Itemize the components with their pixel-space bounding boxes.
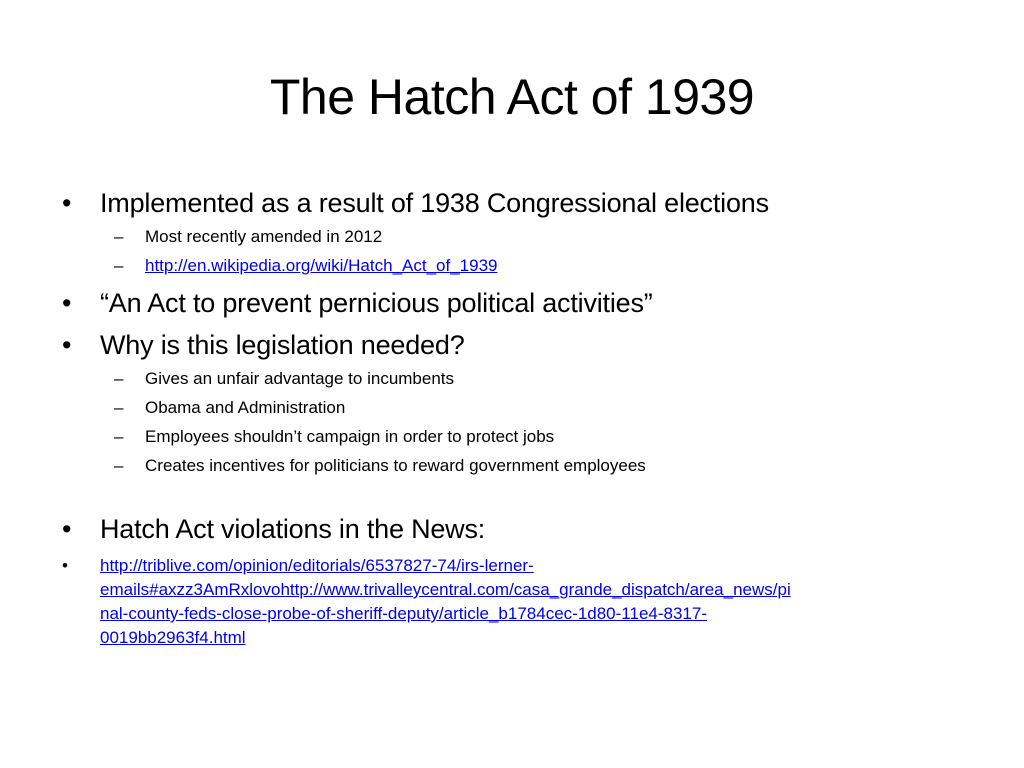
dash-icon: –: [114, 427, 124, 446]
slide-content: [62, 178, 972, 650]
bullet-act-quote: [62, 286, 972, 320]
bullet-text: Why is this legislation needed?: [100, 330, 465, 360]
bullet-text: “An Act to prevent pernicious political activities”: [100, 288, 653, 318]
news-link-item: [62, 554, 972, 650]
bullet-text: Hatch Act violations in the News:: [100, 514, 486, 544]
news-link-line-4[interactable]: 0019bb2963f4.html: [100, 628, 246, 647]
subpoint-text: Employees shouldn’t campaign in order to protect jobs: [145, 427, 555, 446]
slide-title: The Hatch Act of 1939: [269, 69, 755, 125]
dash-icon: –: [114, 456, 124, 475]
bullet-icon: •: [62, 556, 68, 575]
bullet-implemented: [62, 186, 972, 220]
bullet-icon: •: [62, 288, 72, 318]
news-link[interactable]: [100, 554, 972, 650]
bullet-icon: •: [62, 330, 72, 360]
bullet-icon: •: [62, 188, 72, 218]
subpoint-incentives: [62, 454, 972, 478]
subpoint-obama: [62, 396, 972, 420]
subpoint-wikipedia: [62, 254, 972, 278]
subpoint-text: Most recently amended in 2012: [145, 227, 383, 246]
subpoint-text: Gives an unfair advantage to incumbents: [145, 369, 455, 388]
bullet-news: [62, 512, 972, 546]
bullet-why-needed: [62, 328, 972, 362]
dash-icon: –: [114, 369, 124, 388]
subpoint-incumbents: [62, 367, 972, 391]
subpoint-text: Obama and Administration: [145, 398, 346, 417]
subpoint-text: Creates incentives for politicians to reward government employees: [145, 456, 646, 475]
dash-icon: –: [114, 227, 124, 246]
dash-icon: –: [114, 256, 124, 275]
news-link-line-2[interactable]: emails#axzz3AmRxlovohttp://www.trivalleycentral.com/casa_grande_dispatch/area_news/pi: [100, 580, 791, 599]
news-link-line-3[interactable]: nal-county-feds-close-probe-of-sheriff-deputy/article_b1784cec-1d80-11e4-8317-: [100, 604, 707, 623]
subpoint-amended: [62, 225, 972, 249]
spacer: [62, 478, 972, 504]
bullet-icon: •: [62, 514, 72, 544]
news-link-line-1[interactable]: http://triblive.com/opinion/editorials/6537827-74/irs-lerner-: [100, 556, 534, 575]
subpoint-employees: [62, 425, 972, 449]
dash-icon: –: [114, 398, 124, 417]
wikipedia-link[interactable]: http://en.wikipedia.org/wiki/Hatch_Act_of_1939: [145, 256, 498, 275]
bullet-text: Implemented as a result of 1938 Congressional elections: [100, 188, 769, 218]
